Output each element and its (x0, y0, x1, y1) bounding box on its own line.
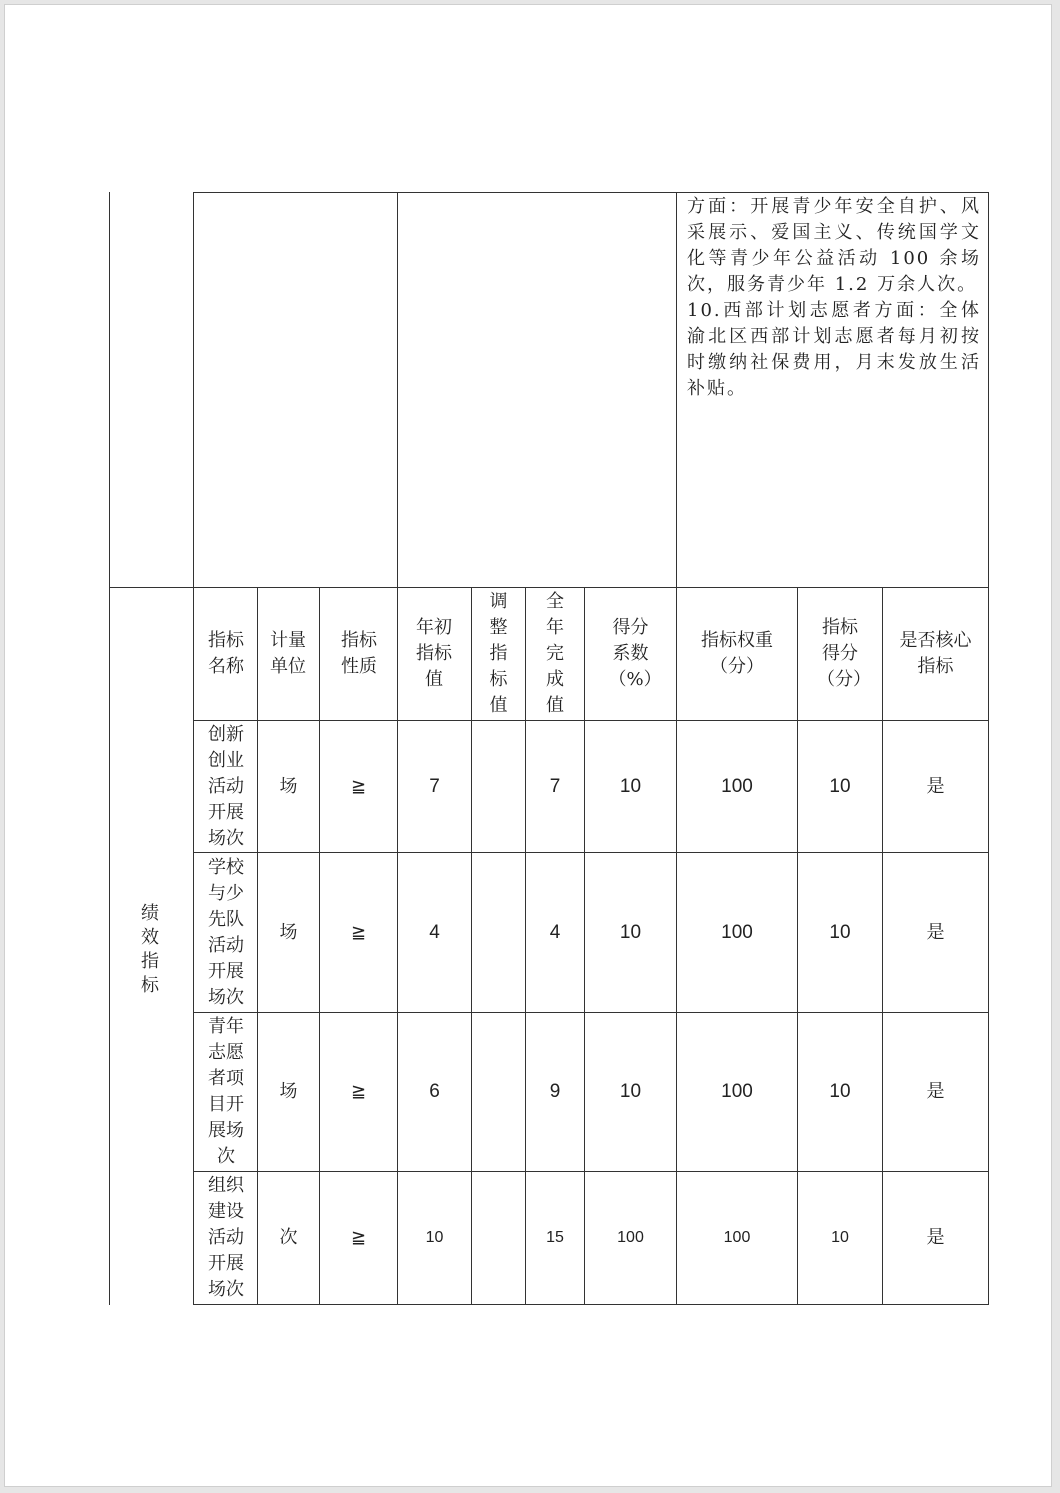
row-core: 是 (926, 1081, 945, 1102)
row-score: 10 (829, 921, 851, 943)
section-label-performance: 绩效指标 (141, 903, 159, 996)
header-weight: 指标权重（分） (701, 630, 773, 677)
row-adjusted (472, 1013, 525, 1171)
row-name: 青年志愿者项目开展场次 (208, 1016, 244, 1167)
row-weight: 100 (721, 1081, 753, 1102)
header-score: 指标得分（分） (817, 617, 871, 690)
row-coef: 10 (619, 775, 642, 797)
document-page (4, 4, 1052, 1487)
row-coef: 10 (619, 921, 642, 943)
header-adjusted: 调整指标值 (489, 591, 508, 716)
row-nature: ≧ (350, 1227, 367, 1248)
row-initial: 6 (429, 1081, 440, 1102)
row-core: 是 (926, 775, 945, 797)
row-name: 创新创业活动开展场次 (208, 723, 244, 849)
grid-row-line-bottom (193, 1304, 989, 1305)
top-description-text: 方面：开展青少年安全自护、风采展示、爱国主义、传统国学文化等青少年公益活动 100 余场次，服务青少年 1.2 万余人次。 10.西部计划志愿者方面：全体渝北区西部计划志愿者每月初按时缴纳社保费用，月末发放生活补贴。 (687, 196, 981, 399)
header-initial: 年初指标值 (416, 617, 452, 690)
table-border-top (193, 192, 989, 193)
header-actual: 全年完成值 (546, 591, 564, 716)
header-name: 指标名称 (208, 630, 244, 677)
row-actual: 9 (549, 1081, 561, 1102)
row-coef: 10 (619, 1081, 642, 1102)
row-score: 10 (829, 775, 851, 797)
row-initial: 4 (429, 921, 440, 943)
row-weight: 100 (721, 921, 753, 943)
header-core: 是否核心指标 (899, 630, 972, 677)
row-score: 10 (829, 1081, 851, 1102)
row-core: 是 (926, 921, 945, 943)
row-actual: 7 (549, 775, 561, 797)
row-adjusted (472, 1172, 525, 1304)
row-nature: ≧ (350, 921, 367, 943)
header-nature: 指标性质 (341, 630, 377, 677)
row-nature: ≧ (350, 1081, 367, 1102)
row-unit: 场 (279, 775, 298, 797)
header-coef: 得分系数（%） (608, 617, 662, 690)
row-score: 10 (831, 1229, 849, 1246)
row-initial: 10 (425, 1229, 444, 1246)
row-actual: 15 (546, 1229, 564, 1246)
row-name: 学校与少先队活动开展场次 (208, 856, 244, 1008)
row-coef: 100 (617, 1229, 644, 1246)
row-adjusted (472, 853, 525, 1012)
row-unit: 场 (279, 921, 298, 943)
table-border-left (109, 192, 110, 1305)
table-border-col1 (193, 192, 194, 1305)
row-name: 组织建设活动开展场次 (208, 1175, 244, 1300)
header-unit: 计量单位 (270, 630, 306, 677)
row-core: 是 (926, 1227, 945, 1248)
row-weight: 100 (723, 1229, 751, 1246)
row-weight: 100 (721, 775, 753, 797)
row-actual: 4 (549, 921, 561, 943)
row-nature: ≧ (350, 775, 367, 797)
row-initial: 7 (429, 775, 440, 797)
row-adjusted (472, 721, 525, 852)
table-border-right (988, 192, 989, 1305)
row-unit: 场 (279, 1081, 298, 1102)
row-unit: 次 (279, 1227, 298, 1248)
